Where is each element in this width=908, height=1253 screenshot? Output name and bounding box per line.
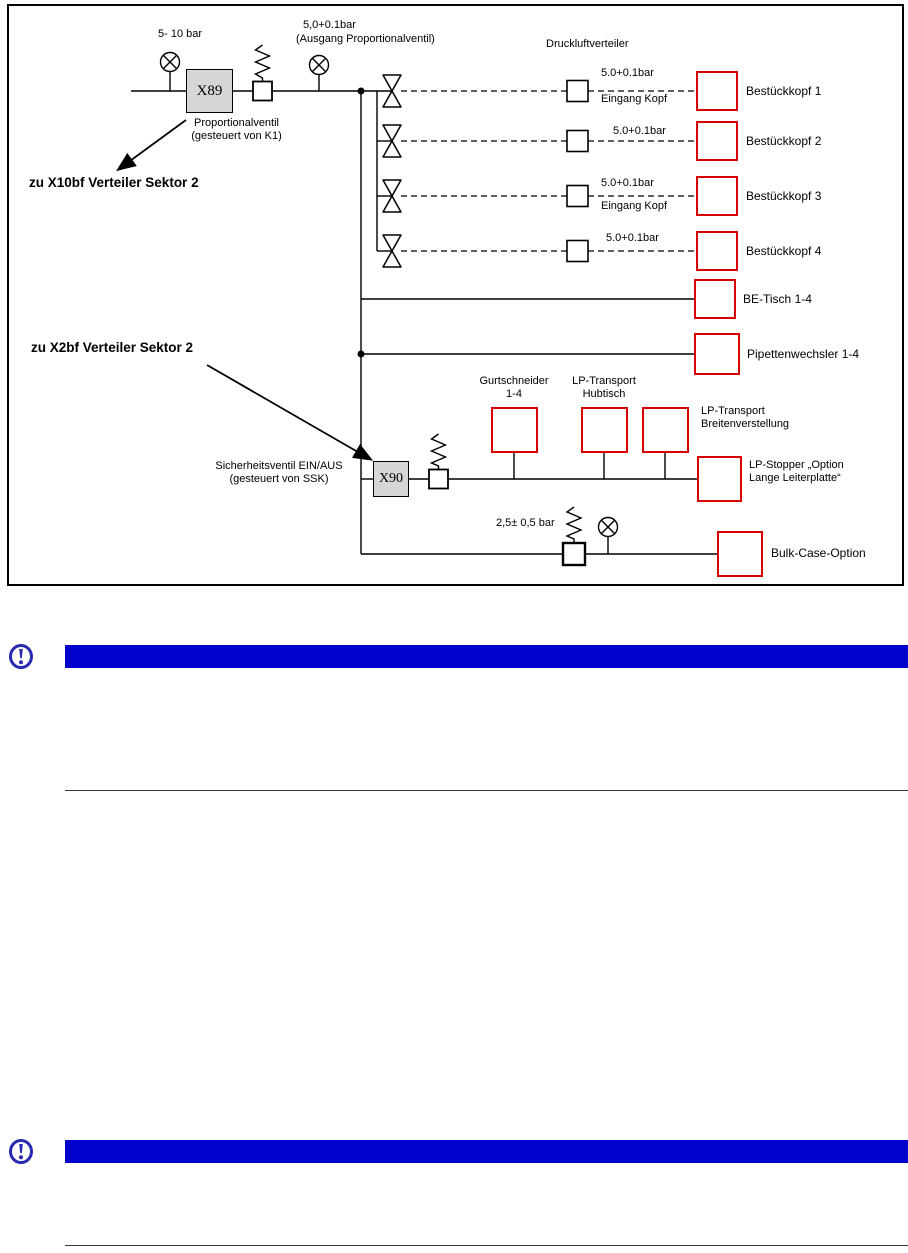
attention-note-icon [8, 643, 34, 670]
lp-breiten-label-line1: LP-Transport [701, 405, 765, 417]
lp-breiten-label-block [701, 405, 789, 431]
gurtschneider-label-line1: Gurtschneider [479, 375, 549, 387]
gurtschneider-label-line2: 1-4 [506, 388, 522, 400]
lp-stopper-box [697, 456, 742, 502]
bulk-case-box [717, 531, 763, 577]
shutoff-valve-icon [383, 75, 401, 267]
lp-stopper-label-block [749, 459, 844, 485]
bulk-pressure-label: 2,5± 0,5 bar [496, 517, 555, 529]
be-tisch-box [694, 279, 736, 319]
head-3-pressure-label: 5.0+0.1bar [601, 177, 654, 189]
note-header-bar [65, 1140, 908, 1163]
bulk-case-label: Bulk-Case-Option [771, 546, 866, 560]
regulator-square-icon [253, 81, 588, 566]
valve-x89-box [186, 69, 233, 113]
prop-valve-name: Proportionalventil [194, 117, 279, 129]
safety-valve-caption: (gesteuert von SSK) [229, 473, 329, 485]
lp-hubtisch-label-line1: LP-Transport [572, 375, 636, 387]
head-3-caption-label: Eingang Kopf [601, 200, 668, 212]
distributor-title: Druckluftverteiler [546, 38, 629, 50]
head-2-pressure-label: 5.0+0.1bar [613, 125, 666, 137]
attention-note-icon [8, 1138, 34, 1165]
lp-transport-breiten-box [642, 407, 689, 453]
lp-stopper-label-line2: Lange Leiterplatte“ [749, 472, 841, 484]
valve-x90-box [373, 461, 409, 497]
pipettenwechsler-box [694, 333, 740, 375]
head-1-target-label: Bestückkopf 1 [746, 84, 822, 98]
be-tisch-label: BE-Tisch 1-4 [743, 292, 812, 306]
head-1-caption-label: Eingang Kopf [601, 93, 668, 105]
bestueckkopf-4-box [696, 231, 738, 271]
section-divider-line [65, 1245, 908, 1246]
pointer-arrow [119, 120, 370, 459]
pneumatic-diagram [7, 4, 904, 586]
supply-pressure-label: 5- 10 bar [157, 28, 203, 40]
lp-stopper-label-line1: LP-Stopper „Option [749, 459, 844, 471]
prop-valve-caption-block [174, 117, 299, 143]
lp-hubtisch-label-block [556, 375, 652, 401]
head-4-pressure-label: 5.0+0.1bar [606, 232, 659, 244]
lp-breiten-label-line2: Breitenverstellung [701, 418, 790, 430]
dashed-lines [401, 91, 696, 251]
lp-hubtisch-label-line2: Hubtisch [582, 388, 626, 400]
prop-valve-caption: (gesteuert von K1) [191, 130, 282, 142]
head-2-target-label: Bestückkopf 2 [746, 134, 822, 148]
valve-x90-label: X90 [378, 471, 404, 486]
head-3-target-label: Bestückkopf 3 [746, 189, 822, 203]
note-header-bar [65, 645, 908, 668]
bestueckkopf-3-box [696, 176, 738, 216]
section-divider-line [65, 790, 908, 791]
head-1-pressure-label: 5.0+0.1bar [601, 67, 654, 79]
link-x10bf-label: zu X10bf Verteiler Sektor 2 [29, 175, 199, 190]
safety-valve-caption-block [194, 460, 364, 486]
head-4-target-label: Bestückkopf 4 [746, 244, 822, 258]
output-pressure-caption: (Ausgang Proportionalventil) [296, 33, 435, 45]
gurtschneider-box [491, 407, 538, 453]
output-pressure-label: 5,0+0.1bar [303, 19, 356, 31]
lp-transport-hubtisch-box [581, 407, 628, 453]
gurtschneider-label-block [464, 375, 564, 401]
bestueckkopf-1-box [696, 71, 738, 111]
pipettenwechsler-label: Pipettenwechsler 1-4 [747, 347, 860, 361]
bestueckkopf-2-box [696, 121, 738, 161]
safety-valve-name: Sicherheitsventil EIN/AUS [215, 460, 343, 472]
valve-x89-label: X89 [196, 82, 223, 99]
link-x2bf-label: zu X2bf Verteiler Sektor 2 [31, 340, 194, 355]
